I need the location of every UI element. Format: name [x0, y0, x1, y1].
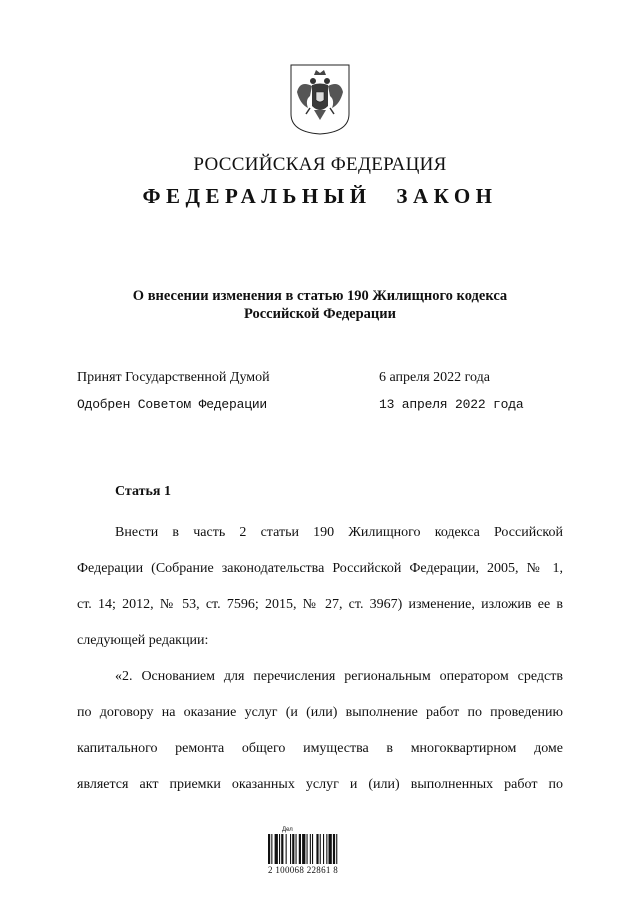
- barcode-bar: [320, 834, 321, 864]
- barcode-mark: Дел: [282, 827, 293, 833]
- barcode-bar: [316, 834, 318, 864]
- barcode-bar: [299, 834, 301, 864]
- barcode-bar: [307, 834, 308, 864]
- article-heading: Статья 1: [115, 484, 171, 499]
- barcode-bar: [329, 834, 332, 864]
- duma-adoption-label: Принят Государственной Думой: [77, 370, 270, 385]
- barcode-bar: [275, 834, 278, 864]
- article-line: Федерации (Собрание законодательства Российской Федерации, 2005, № 1,: [77, 561, 563, 576]
- coat-of-arms-icon: [288, 62, 352, 136]
- law-title-line-2: Российской Федерации: [243, 306, 396, 322]
- council-approval-label: Одобрен Советом Федерации: [77, 397, 268, 412]
- article-line: следующей редакции:: [77, 633, 209, 648]
- barcode-bar: [296, 834, 297, 864]
- duma-adoption-date: 6 апреля 2022 года: [379, 370, 490, 385]
- barcode-bar: [290, 834, 291, 864]
- barcode-bar: [292, 834, 294, 864]
- state-name: РОССИЙСКАЯ ФЕДЕРАЦИЯ: [193, 154, 447, 175]
- article-line: по договору на оказание услуг (и (или) выполнение работ по проведению: [77, 705, 563, 720]
- barcode-bar: [336, 834, 337, 864]
- council-approval-date: 13 апреля 2022 года: [379, 397, 524, 412]
- barcode-bar: [323, 834, 324, 864]
- barcode-bar: [312, 834, 313, 864]
- article-line: является акт приемки оказанных услуг и (или) выполненных работ по: [77, 777, 563, 792]
- article-line: капитального ремонта общего имущества в многоквартирном доме: [77, 741, 563, 756]
- article-line: ст. 14; 2012, № 53, ст. 7596; 2015, № 27, ст. 3967) изменение, изложив ее в: [77, 597, 563, 612]
- barcode-bar: [286, 834, 287, 864]
- article-line: Внести в часть 2 статьи 190 Жилищного кодекса Российской: [115, 525, 563, 540]
- article-body: [77, 515, 563, 803]
- article-line: «2. Основанием для перечисления региональным оператором средств: [115, 669, 563, 684]
- barcode-bar: [281, 834, 283, 864]
- barcode-bar: [279, 834, 280, 864]
- barcode-bar: [326, 834, 327, 864]
- barcode-bar: [302, 834, 305, 864]
- barcode: [268, 826, 378, 875]
- barcode-bars: [268, 834, 364, 864]
- law-title-line-1: О внесении изменения в статью 190 Жилищного кодекса: [132, 288, 508, 304]
- barcode-bar: [333, 834, 335, 864]
- barcode-bar: [310, 834, 311, 864]
- document-type: ФЕДЕРАЛЬНЫЙ ЗАКОН: [142, 184, 498, 208]
- barcode-bar: [268, 834, 270, 864]
- barcode-bar: [271, 834, 272, 864]
- law-title: [0, 287, 640, 323]
- barcode-number: 2 100068 22861 8: [268, 865, 339, 875]
